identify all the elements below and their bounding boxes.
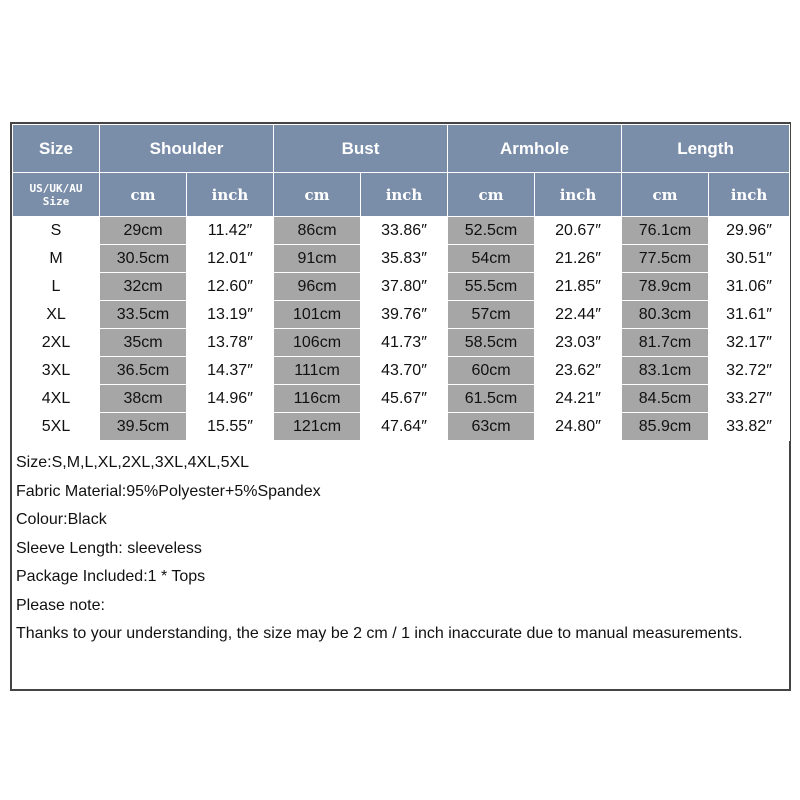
cm-value-cell: 38cm [100,385,187,413]
inch-value-cell: 12.01″ [187,245,274,273]
cm-value-cell: 78.9cm [622,273,709,301]
cm-value-cell: 35cm [100,329,187,357]
size-cell: 5XL [13,413,100,441]
cm-value-cell: 36.5cm [100,357,187,385]
inch-value-cell: 14.37″ [187,357,274,385]
cm-value-cell: 106cm [274,329,361,357]
inch-value-cell: 37.80″ [361,273,448,301]
size-cell: L [13,273,100,301]
group-header-bust: Bust [274,125,448,173]
unit-header: inch [361,173,448,217]
inch-value-cell: 32.72″ [709,357,790,385]
cm-value-cell: 29cm [100,217,187,245]
note-size: Size:S,M,L,XL,2XL,3XL,4XL,5XL [16,454,250,471]
table-row [13,217,790,245]
cm-value-cell: 84.5cm [622,385,709,413]
cm-value-cell: 58.5cm [448,329,535,357]
inch-value-cell: 35.83″ [361,245,448,273]
note-sleeve: Sleeve Length: sleeveless [16,539,202,557]
table-row [13,329,790,357]
cm-value-cell: 55.5cm [448,273,535,301]
cm-value-cell: 80.3cm [622,301,709,329]
inch-value-cell: 13.78″ [187,329,274,357]
table-row [13,413,790,441]
cm-value-cell: 33.5cm [100,301,187,329]
cm-value-cell: 30.5cm [100,245,187,273]
size-cell: 2XL [13,329,100,357]
cm-value-cell: 86cm [274,217,361,245]
cm-value-cell: 121cm [274,413,361,441]
inch-value-cell: 33.82″ [709,413,790,441]
cm-value-cell: 81.7cm [622,329,709,357]
size-cell: 3XL [13,357,100,385]
inch-value-cell: 33.86″ [361,217,448,245]
inch-value-cell: 24.21″ [535,385,622,413]
inch-value-cell: 43.70″ [361,357,448,385]
unit-header: cm [274,173,361,217]
cm-value-cell: 101cm [274,301,361,329]
group-header-armhole: Armhole [448,125,622,173]
unit-header: inch [535,173,622,217]
unit-header: inch [709,173,790,217]
note-disclaimer: Thanks to your understanding, the size may be 2 cm / 1 inch inaccurate due to manual measurements. [16,625,743,642]
cm-value-cell: 116cm [274,385,361,413]
size-chart-frame [10,122,791,691]
region-size-label [13,173,100,217]
cm-value-cell: 77.5cm [622,245,709,273]
inch-value-cell: 24.80″ [535,413,622,441]
size-cell: M [13,245,100,273]
cm-value-cell: 85.9cm [622,413,709,441]
cm-value-cell: 76.1cm [622,217,709,245]
note-package: Package Included:1 * Tops [16,568,206,585]
size-table-body [13,217,790,441]
cm-value-cell: 63cm [448,413,535,441]
note-please-note: Please note: [16,596,105,614]
inch-value-cell: 47.64″ [361,413,448,441]
region-size-label-top: US/UK/AU [29,181,83,195]
region-size-label-bottom: Size [42,194,70,208]
inch-value-cell: 11.42″ [187,217,274,245]
inch-value-cell: 23.62″ [535,357,622,385]
unit-header: cm [448,173,535,217]
inch-value-cell: 31.61″ [709,301,790,329]
unit-header: cm [100,173,187,217]
table-row [13,245,790,273]
group-header-row [13,125,790,173]
size-table [12,124,790,441]
cm-value-cell: 39.5cm [100,413,187,441]
inch-value-cell: 45.67″ [361,385,448,413]
inch-value-cell: 32.17″ [709,329,790,357]
note-fabric: Fabric Material:95%Polyester+5%Spandex [16,482,321,500]
table-row [13,357,790,385]
size-header: Size [13,125,100,173]
inch-value-cell: 30.51″ [709,245,790,273]
cm-value-cell: 52.5cm [448,217,535,245]
inch-value-cell: 23.03″ [535,329,622,357]
inch-value-cell: 22.44″ [535,301,622,329]
inch-value-cell: 41.73″ [361,329,448,357]
table-row [13,301,790,329]
cm-value-cell: 57cm [448,301,535,329]
cm-value-cell: 60cm [448,357,535,385]
unit-header: inch [187,173,274,217]
inch-value-cell: 39.76″ [361,301,448,329]
inch-value-cell: 15.55″ [187,413,274,441]
unit-header: cm [622,173,709,217]
unit-header-row [13,173,790,217]
table-row [13,273,790,301]
inch-value-cell: 33.27″ [709,385,790,413]
inch-value-cell: 20.67″ [535,217,622,245]
inch-value-cell: 29.96″ [709,217,790,245]
size-cell: S [13,217,100,245]
inch-value-cell: 12.60″ [187,273,274,301]
size-cell: XL [13,301,100,329]
cm-value-cell: 61.5cm [448,385,535,413]
cm-value-cell: 111cm [274,357,361,385]
group-header-length: Length [622,125,790,173]
size-cell: 4XL [13,385,100,413]
inch-value-cell: 31.06″ [709,273,790,301]
cm-value-cell: 54cm [448,245,535,273]
cm-value-cell: 83.1cm [622,357,709,385]
cm-value-cell: 91cm [274,245,361,273]
inch-value-cell: 14.96″ [187,385,274,413]
inch-value-cell: 21.85″ [535,273,622,301]
product-notes [16,449,786,649]
group-header-shoulder: Shoulder [100,125,274,173]
cm-value-cell: 96cm [274,273,361,301]
inch-value-cell: 13.19″ [187,301,274,329]
note-colour: Colour:Black [16,511,107,528]
table-row [13,385,790,413]
inch-value-cell: 21.26″ [535,245,622,273]
cm-value-cell: 32cm [100,273,187,301]
